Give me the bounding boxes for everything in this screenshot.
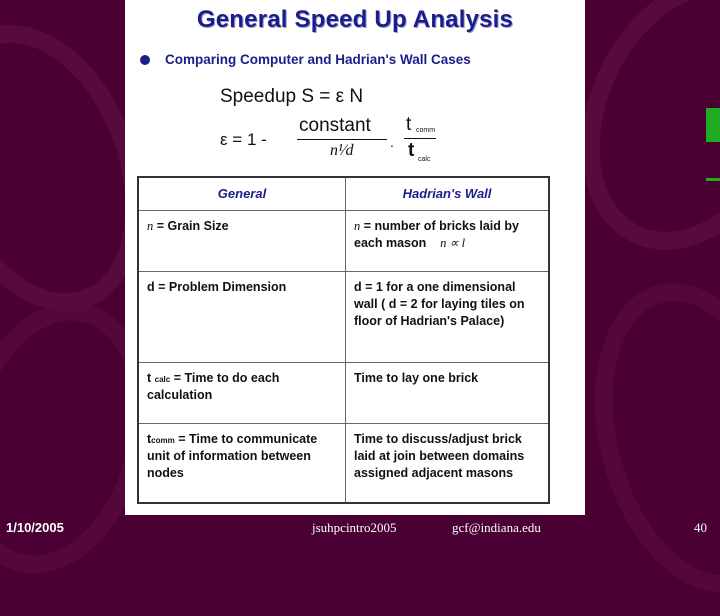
- cell-text: = Time to communicate unit of information between nodes: [147, 432, 318, 480]
- table-row: [138, 272, 549, 363]
- formula-tcalc: t: [408, 140, 415, 161]
- table-row: [138, 363, 549, 424]
- footer-filename: jsuhpcintro2005: [312, 520, 397, 535]
- footer-date: 1/10/2005: [6, 520, 64, 535]
- symbol-n: n: [354, 219, 361, 233]
- table-cell: [138, 363, 346, 424]
- proportional-note: n ∝ l: [440, 235, 466, 250]
- subscript-comm: comm: [151, 436, 175, 445]
- page-number: 40: [694, 520, 707, 535]
- table-cell: [346, 211, 550, 272]
- symbol-t: t: [147, 371, 152, 385]
- table-cell: Time to discuss/adjust brick laid at join between domains assigned adjacent masons: [346, 424, 550, 504]
- table-cell: Time to lay one brick: [346, 363, 550, 424]
- column-header-hadrian: Hadrian's Wall: [346, 177, 550, 211]
- subscript-calc: calc: [154, 375, 171, 384]
- background-swirl: [562, 260, 720, 616]
- formula-tcalc-sub: calc: [418, 156, 431, 163]
- slide-subtitle: Comparing Computer and Hadrian's Wall Cases: [165, 52, 471, 67]
- formula-multiply: .: [390, 134, 394, 150]
- formula-tcomm-sub: comm: [416, 127, 436, 134]
- cell-text: = Grain Size: [153, 219, 229, 233]
- comparison-table: [137, 176, 550, 504]
- slide-title: General Speed Up Analysis: [196, 6, 514, 33]
- formula-n-power: n¹⁄d: [330, 142, 354, 159]
- table-cell: d = Problem Dimension: [138, 272, 346, 363]
- table-header-row: [138, 177, 549, 211]
- table-row: [138, 424, 549, 504]
- cell-text: = Time to do each calculation: [147, 371, 280, 402]
- speedup-formula: Speedup S = ε N: [220, 86, 364, 107]
- bullet-icon: [140, 55, 150, 65]
- slide-panel: [125, 0, 585, 515]
- epsilon-formula: ε = 1 -: [220, 130, 267, 149]
- table-row: [138, 211, 549, 272]
- table-cell: [138, 424, 346, 504]
- fraction-bar: [404, 138, 436, 139]
- formula-constant: constant: [299, 115, 371, 136]
- footer-email: gcf@indiana.edu: [452, 520, 541, 535]
- symbol-t: t: [147, 432, 152, 446]
- table-cell: [138, 211, 346, 272]
- symbol-n: n: [147, 219, 154, 233]
- accent-bar: [706, 178, 720, 181]
- table-cell: d = 1 for a one dimensional wall ( d = 2 for laying tiles on floor of Hadrian's Palace): [346, 272, 550, 363]
- formula-tcomm: t: [406, 114, 412, 135]
- fraction-bar: [297, 139, 387, 140]
- column-header-general: General: [138, 177, 346, 211]
- accent-bar: [706, 108, 720, 142]
- cell-text: = number of bricks laid by each mason: [354, 219, 519, 250]
